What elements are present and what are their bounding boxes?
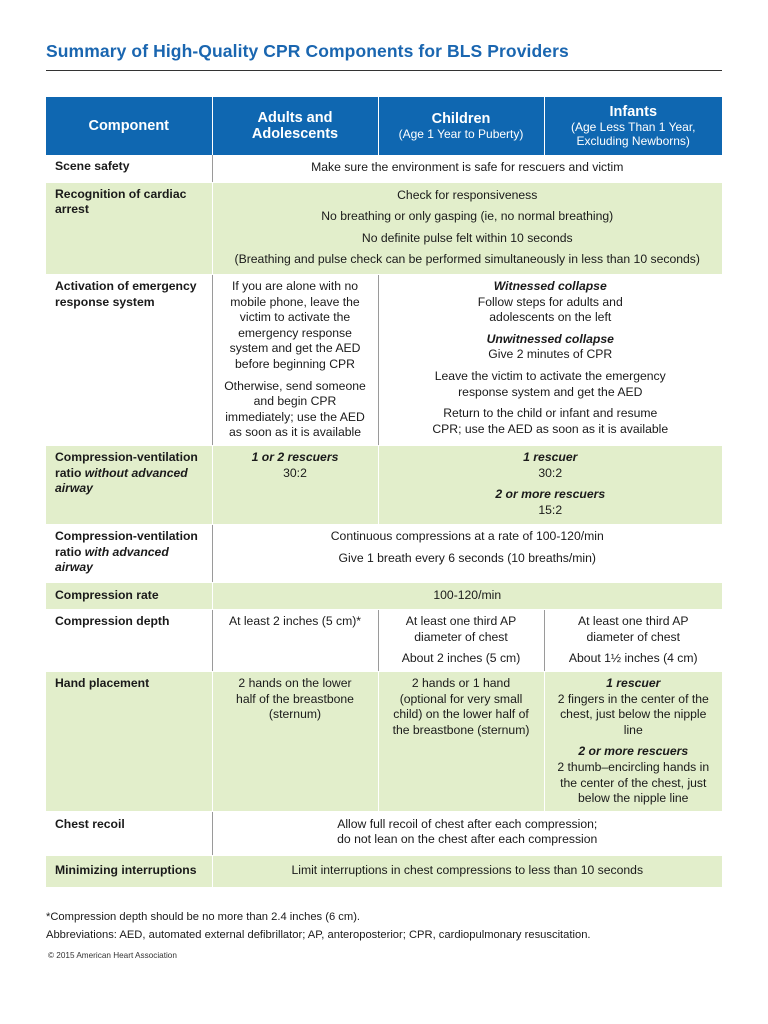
cell-infants	[544, 610, 722, 672]
ratio-one-title: 1 rescuer	[523, 449, 578, 464]
depth-infants-text: About 1½ inches (4 cm)	[568, 651, 698, 666]
recognition-line: Check for responsiveness	[397, 187, 538, 202]
row-label: Hand placement	[46, 672, 212, 812]
unwitnessed-text: Give 2 minutes of CPR	[488, 347, 613, 362]
row-minimizing-interruptions	[46, 856, 722, 888]
hand-infants-one-text: 2 fingers in the center of the chest, just below the nipple line	[557, 691, 709, 737]
depth-children-text: At least one third AP diameter of chest	[405, 614, 517, 644]
row-activation	[46, 274, 722, 445]
ratio-with-line: Give 1 breath every 6 seconds (10 breaths/min)	[338, 550, 596, 565]
hand-infants-two-text: 2 thumb–encircling hands in the center of the chest, just below the nipple line	[557, 760, 710, 806]
header-adults: Adults and Adolescents	[212, 97, 378, 155]
depth-infants-text: At least one third AP diameter of chest	[578, 614, 689, 644]
row-label: Activation of emergency response system	[46, 274, 212, 445]
row-compression-depth	[46, 610, 722, 672]
unwitnessed-title: Unwitnessed collapse	[486, 331, 614, 346]
hand-infants-two-title: 2 or more rescuers	[578, 744, 689, 759]
recognition-line: (Breathing and pulse check can be performed simultaneously in less than 10 seconds)	[234, 252, 700, 267]
ratio-with-line: Continuous compressions at a rate of 100-120/min	[330, 528, 604, 543]
cell-children: 2 hands or 1 hand (optional for very small child) on the lower half of the breastbone (sternum)	[378, 672, 544, 812]
witnessed-text: Follow steps for adults and adolescents on the left	[477, 294, 623, 325]
cell-all-ages: Limit interruptions in chest compressions to less than 10 seconds	[212, 856, 722, 888]
cell-children	[378, 610, 544, 672]
cell-all-ages	[212, 182, 722, 274]
ratio-two-value: 15:2	[538, 502, 563, 517]
row-label: Scene safety	[46, 155, 212, 182]
copyright: © 2015 American Heart Association	[48, 951, 177, 960]
header-component: Component	[46, 97, 212, 155]
footnotes	[46, 908, 726, 944]
row-label: Compression-ventilation ratio without advanced airway	[46, 445, 212, 524]
page-title: Summary of High-Quality CPR Components for BLS Providers	[46, 41, 569, 61]
footnote-abbreviations: Abbreviations: AED, automated external defibrillator; AP, anteroposterior; CPR, cardiopulmonary resuscitation.	[46, 929, 591, 941]
cell-children-infants	[378, 274, 722, 445]
cell-all-ages	[212, 811, 722, 855]
cpr-components-table	[46, 97, 722, 888]
hand-infants-one-title: 1 rescuer	[606, 676, 661, 691]
recognition-line: No definite pulse felt within 10 seconds	[361, 230, 573, 245]
cell-children-infants	[378, 445, 722, 524]
ratio-adults-title: 1 or 2 rescuers	[251, 449, 339, 464]
row-label: Minimizing interruptions	[46, 856, 212, 888]
cell-adults: 2 hands on the lower half of the breastbone (sternum)	[212, 672, 378, 812]
ratio-one-value: 30:2	[538, 465, 563, 480]
footnote-depth: *Compression depth should be no more than 2.4 inches (6 cm).	[46, 911, 361, 923]
cell-adults	[212, 274, 378, 445]
cell-adults	[212, 445, 378, 524]
row-ratio-without-airway	[46, 445, 722, 524]
header-row	[46, 97, 722, 155]
depth-children-text: About 2 inches (5 cm)	[401, 651, 521, 666]
return-text: Return to the child or infant and resume CPR; use the AED as soon as it is available	[432, 406, 669, 436]
cell-adults: At least 2 inches (5 cm)*	[212, 610, 378, 672]
ratio-two-title: 2 or more rescuers	[495, 487, 606, 502]
row-label: Recognition of cardiac arrest	[46, 182, 212, 274]
row-compression-rate	[46, 582, 722, 610]
recognition-line: No breathing or only gasping (ie, no normal breathing)	[321, 209, 614, 224]
activation-adults-text: Otherwise, send someone and begin CPR immediately; use the AED as soon as it is available	[224, 378, 366, 440]
cell-all-ages	[212, 524, 722, 582]
title-divider	[46, 70, 722, 71]
recoil-line: do not lean on the chest after each compression	[337, 832, 598, 847]
cell-infants	[544, 672, 722, 812]
recoil-line: Allow full recoil of chest after each compression;	[337, 816, 598, 831]
header-children: Children (Age 1 Year to Puberty)	[378, 97, 544, 155]
leave-text: Leave the victim to activate the emergency response system and get the AED	[434, 368, 666, 399]
row-label: Chest recoil	[46, 811, 212, 855]
cell-all-ages: 100-120/min	[212, 582, 722, 610]
activation-adults-text: If you are alone with no mobile phone, leave the victim to activate the emergency response system and get the AED before beginning CPR	[229, 278, 361, 371]
row-label: Compression rate	[46, 582, 212, 610]
row-recognition	[46, 182, 722, 274]
ratio-adults-value: 30:2	[283, 465, 307, 480]
row-ratio-with-airway	[46, 524, 722, 582]
witnessed-title: Witnessed collapse	[493, 278, 607, 293]
row-label: Compression-ventilation ratio with advanced airway	[46, 524, 212, 582]
cell-all-ages: Make sure the environment is safe for rescuers and victim	[212, 155, 722, 182]
row-hand-placement	[46, 672, 722, 812]
row-scene-safety	[46, 155, 722, 182]
row-label: Compression depth	[46, 610, 212, 672]
row-chest-recoil	[46, 811, 722, 855]
header-infants: Infants (Age Less Than 1 Year, Excluding Newborns)	[544, 97, 722, 155]
